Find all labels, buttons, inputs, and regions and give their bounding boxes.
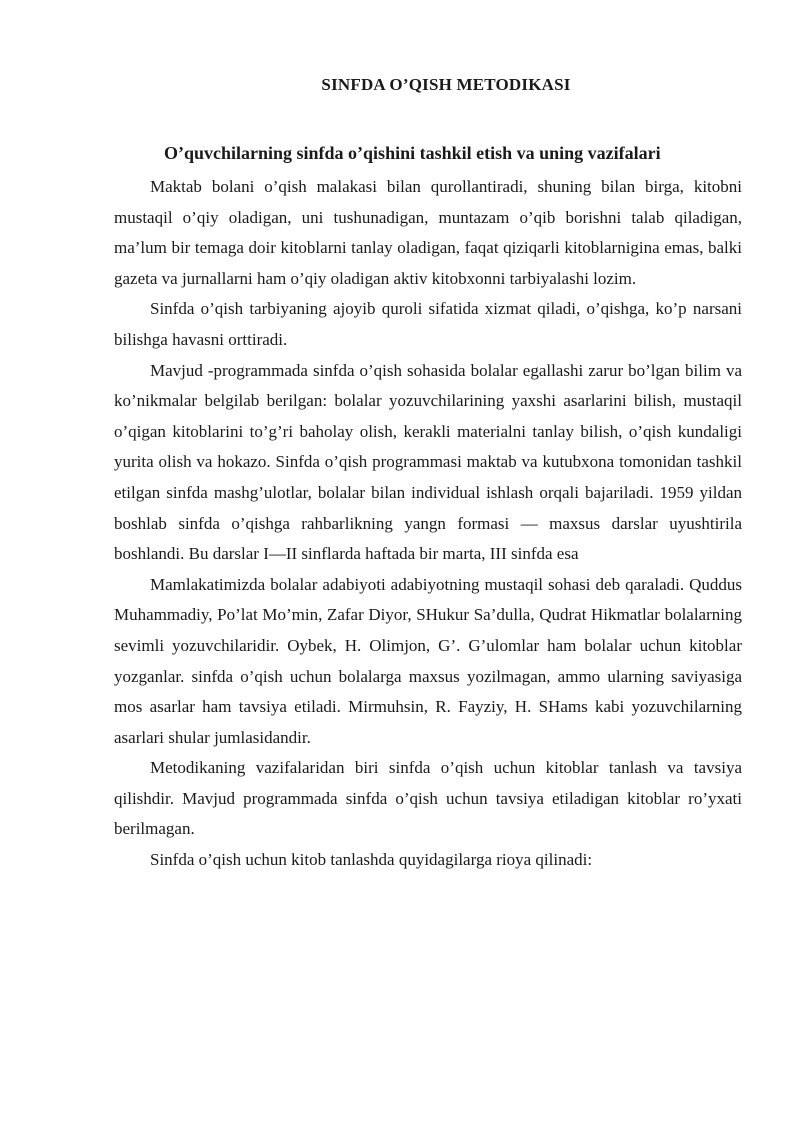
- paragraph: Sinfda o’qish tarbiyaning ajoyib quroli sifatida xizmat qiladi, o’qishga, ko’p narsani bilishga havasni orttiradi.: [114, 299, 742, 349]
- section-heading: O’quvchilarning sinfda o’qishini tashkil etish va uning vazifalari: [164, 143, 661, 163]
- body-text: [114, 172, 742, 876]
- paragraph: Metodikaning vazifalaridan biri sinfda o’qish uchun kitoblar tanlash va tavsiya qilishdir. Mavjud programmada sinfda o’qish uchun tavsiya etiladigan kitoblar ro’yxati berilmagan.: [114, 758, 742, 839]
- paragraph: Mamlakatimizda bolalar adabiyoti adabiyotning mustaqil sohasi deb qaraladi. Quddus Muhammadiy, Po’lat Mo’min, Zafar Diyor, SHukur Sa’dulla, Qudrat Hikmatlar bolalarning sevimli yozuvchilaridir. Oybek, H. Olimjon, G’. G’ulomlar ham bolalar uchun kitoblar yozganlar. sinfda o’qish uchun bolalarga maxsus yozilmagan, ammo ularning saviyasiga mos asarlar ham tavsiya etiladi. Mirmuhsin, R. Fayziy, H. SHams kabi yozuvchilarning asarlari shular jumlasidandir.: [114, 574, 742, 747]
- paragraph: Mavjud -programmada sinfda o’qish sohasida bolalar egallashi zarur bo’lgan bilim va ko’nikmalar belgilab berilgan: bolalar yozuvchilarining yaxshi asarlarini bilish, mustaqil o’qigan kitoblarini to’g’ri baholay olish, kerakli materialni tanlay bilish, o’qish kundaligi yurita olish va hokazo. Sinfda o’qish programmasi maktab va kutubxona tomonidan tashkil etilgan sinfda mashg’ulotlar, bolalar bilan individual ishlash orqali bajariladi. 1959 yildan boshlab sinfda o’qishga rahbarlikning yangn formasi — maxsus darslar uyushtirila boshlandi. Bu darslar I—II sinflarda haftada bir marta, III sinfda esa: [114, 360, 742, 564]
- document-title: SINFDA O’QISH METODIKASI: [321, 75, 571, 94]
- paragraph: Maktab bolani o’qish malakasi bilan qurollantiradi, shuning bilan birga, kitobni mustaqil o’qiy oladigan, uni tushunadigan, muntazam o’qib borishni talab qiladigan, ma’lum bir temaga doir kitoblarni tanlay oladigan, faqat qiziqarli kitoblarnigina emas, balki gazeta va jurnallarni ham o’qiy oladigan aktiv kitobxonni tarbiyalashi lozim.: [114, 177, 742, 288]
- paragraph: Sinfda o’qish uchun kitob tanlashda quyidagilarga rioya qilinadi:: [150, 850, 593, 870]
